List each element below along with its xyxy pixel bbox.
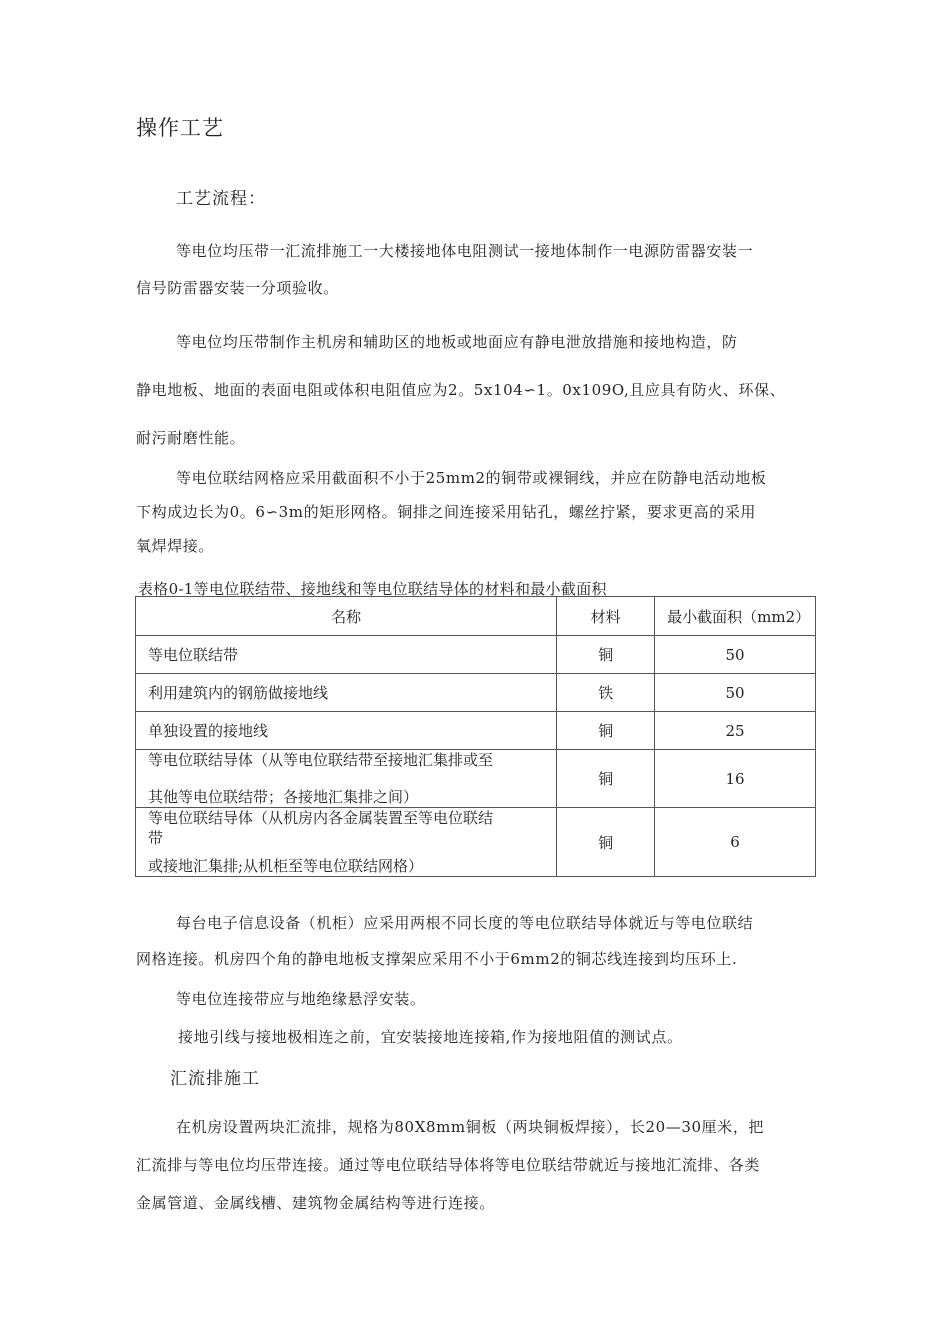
cell-area: 6: [655, 808, 816, 877]
table-row: [136, 808, 816, 877]
cell-name-line: 其他等电位联结带；各接地汇集排之间）: [148, 788, 419, 806]
cell-material: 铜: [557, 808, 655, 877]
paragraph-test-box: 接地引线与接地极相连之前，宜安装接地连接箱,作为接地阻值的测试点。: [178, 1028, 683, 1046]
paragraph-line: 金属管道、金属线槽、建筑物金属结构等进行连接。: [136, 1194, 495, 1212]
flow-heading: 工艺流程：: [176, 189, 266, 209]
cell-area: 16: [655, 750, 816, 808]
cell-material: 铜: [557, 750, 655, 808]
paragraph-busbar: [136, 1116, 816, 1213]
cell-name-line: 带: [148, 829, 164, 847]
cell-material: 铜: [557, 636, 655, 674]
flow-line: 信号防雷器安装一分项验收。: [136, 279, 339, 297]
paragraph-line: 等电位均压带制作主机房和辅助区的地板或地面应有静电泄放措施和接地构造，防: [176, 333, 738, 351]
header-area: 最小截面积（mm2）: [655, 597, 816, 636]
flow-paragraph: [136, 240, 816, 298]
paragraph-line: 下构成边长为0。6∽3m的矩形网格。铜排之间连接采用钻孔，螺丝拧紧，要求更高的采用: [136, 503, 757, 521]
paragraph-line: 等电位联结网格应采用截面积不小于25mm2的铜带或裸铜线，并应在防静电活动地板: [176, 469, 767, 487]
cell-material: 铁: [557, 674, 655, 712]
materials-table: [135, 596, 816, 877]
paragraph-line: 氧焊焊接。: [136, 537, 215, 555]
table-header-row: [136, 597, 816, 636]
page-title: 操作工艺: [136, 116, 224, 140]
paragraph-line: 在机房设置两块汇流排，规格为80X8mm铜板（两块铜板焊接），长20—30厘米，把: [176, 1118, 765, 1136]
paragraph-line: 静电地板、地面的表面电阻或体积电阻值应为2。5x104∽1。0x109O,且应具有防火、环保、: [136, 381, 786, 399]
section-busbar-heading: 汇流排施工: [170, 1069, 260, 1089]
flow-line: 等电位均压带一汇流排施工一大楼接地体电阻测试一接地体制作一电源防雷器安装一: [176, 242, 754, 260]
cell-name: 等电位联结带: [136, 636, 557, 674]
paragraph-line: 网格连接。机房四个角的静电地板支撑架应采用不小于6mm2的铜芯线连接到均压环上.: [136, 950, 738, 968]
cell-area: 25: [655, 712, 816, 750]
paragraph-line: 耐污耐磨性能。: [136, 429, 246, 447]
cell-name-line: 或接地汇集排;从机柜至等电位联结网格）: [148, 857, 424, 875]
paragraph-insulation: 等电位连接带应与地绝缘悬浮安装。: [176, 990, 426, 1008]
cell-area: 50: [655, 674, 816, 712]
cell-name: 单独设置的接地线: [136, 712, 557, 750]
cell-name: 利用建筑内的钢筋做接地线: [136, 674, 557, 712]
paragraph-equipotential-band: [136, 331, 816, 448]
header-name: 名称: [136, 597, 557, 636]
header-material: 材料: [557, 597, 655, 636]
table-row: [136, 636, 816, 674]
table-row: [136, 712, 816, 750]
cell-name: [136, 808, 557, 877]
cell-material: 铜: [557, 712, 655, 750]
table-row: [136, 674, 816, 712]
table-caption: 表格0-1等电位联结带、接地线和等电位联结导体的材料和最小截面积: [138, 580, 607, 598]
paragraph-bonding-grid: [136, 467, 816, 556]
cell-name-line: 等电位联结导体（从机房内各金属装置至等电位联结: [148, 809, 494, 827]
paragraph-cabinet-bonding: [136, 912, 816, 969]
cell-name-line: 等电位联结导体（从等电位联结带至接地汇集排或至: [148, 751, 494, 769]
cell-name: [136, 750, 557, 808]
cell-area: 50: [655, 636, 816, 674]
paragraph-line: 汇流排与等电位均压带连接。通过等电位联结导体将等电位联结带就近与接地汇流排、各类: [136, 1156, 761, 1174]
paragraph-line: 每台电子信息设备（机柜）应采用两根不同长度的等电位联结导体就近与等电位联结: [176, 914, 754, 932]
table-row: [136, 750, 816, 808]
